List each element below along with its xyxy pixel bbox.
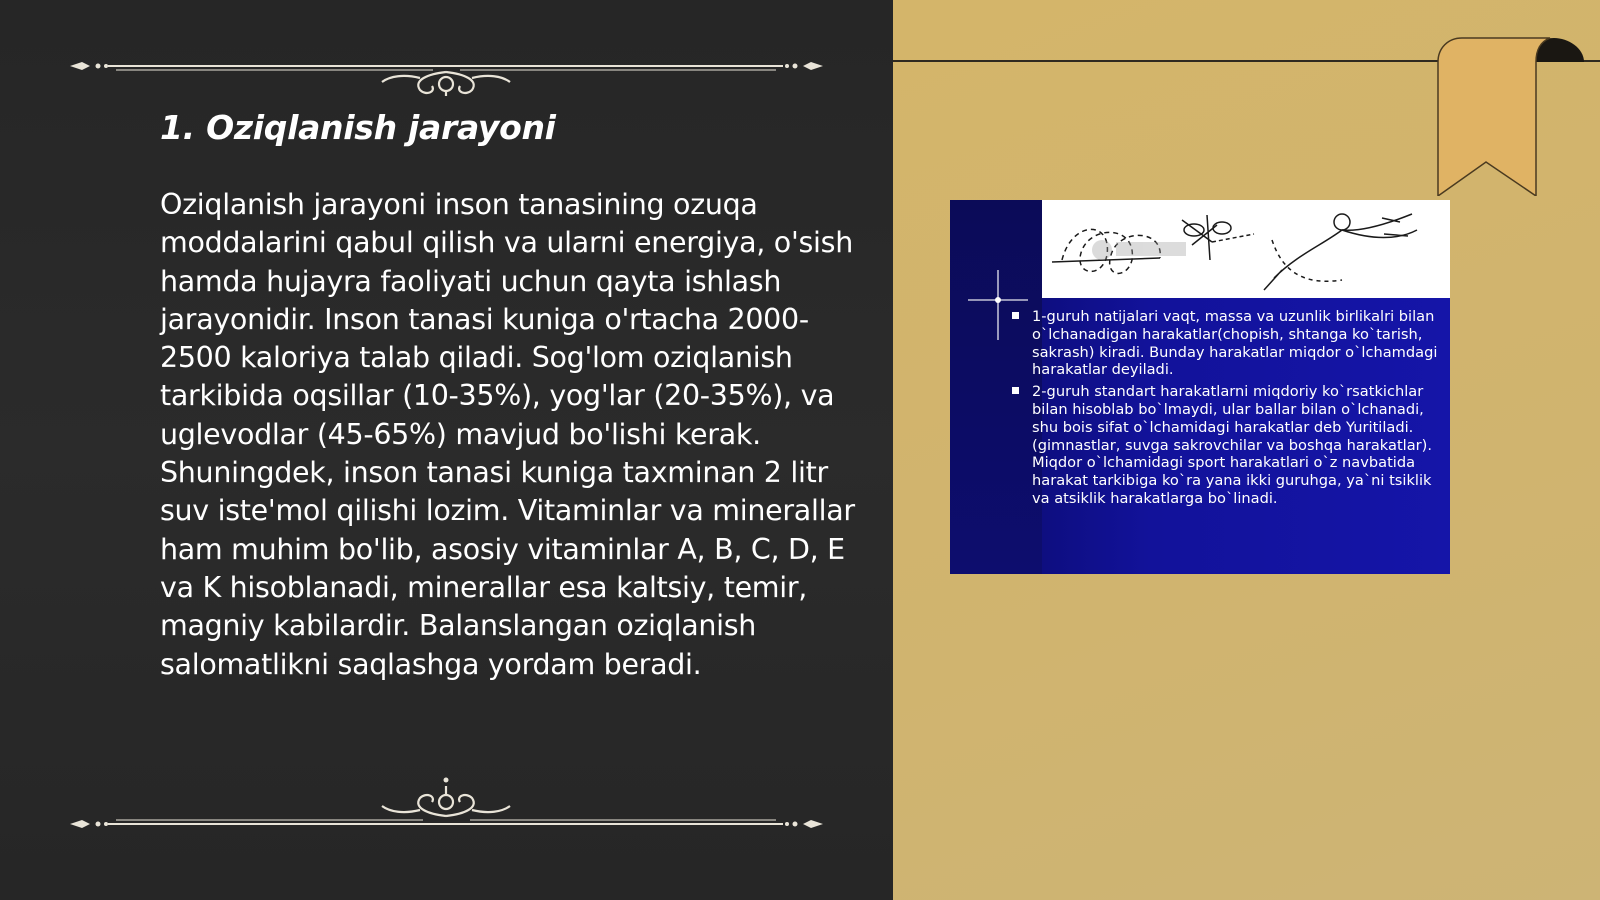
list-item [1012,308,1442,379]
bottom-flourish-divider-icon [68,772,825,832]
bullet-text: 2-guruh standart harakatlarni miqdoriy ko`rsatkichlar bilan hisoblab bo`lmaydi, ular ballar bilan o`lchanadi, shu bois sifat o`lchamidagi harakatlar deb Yuritiladi. (gimnastlar, suvga sakrovchilar va boshqa harakatlar). Miqdor o`lchamidagi sport harakatlari o`z navbatida harakat tarkibiga ko`ra yana ikki guruhga, ya`ni tsiklik va atsiklik harakatlarga bo`linadi. [1032,383,1432,507]
slide-body-text: Oziqlanish jarayoni inson tanasining ozuqa moddalarini qabul qilish va ularni energiya, o'sish hamda hujayra faoliyati uchun qayta ishlash jarayonidir. Inson tanasi kuniga o'rtacha 2000-2500 kaloriya talab qiladi. Sog'lom oziqlanish tarkibida oqsillar (10-35%), yog'lar (20-35%), va uglevodlar (45-65%) mavjud bo'lishi kerak. Shuningdek, inson tanasi kuniga taxminan 2 litr suv iste'mol qilishi lozim. Vitaminlar va minerallar ham muhim bo'lib, asosiy vitaminlar A, B, C, D, E va K hisoblanadi, minerallar esa kaltsiy, temir, magniy kabilardir. Balanslangan oziqlanish salomatlikni saqlashga yordam beradi. [160,188,855,681]
bullet-text: 1-guruh natijalari vaqt, massa va uzunlik birlikalri bilan o`lchanadigan harakatlar(chopish, shtanga ko`tarish, sakrash) kiradi. Bunday harakatlar miqdor o`lchamdagi harakatlar deyiladi. [1032,308,1438,379]
bullet-square-icon [1012,387,1019,394]
slide-heading: 1. Oziqlanish jarayoni [160,108,556,147]
embedded-bullet-list [1012,308,1442,512]
athlete-sketch-icon [1042,200,1450,298]
bullet-square-icon [1012,312,1019,319]
embedded-lecture-image [950,200,1450,574]
bookmark-ribbon-icon [1436,36,1586,196]
top-flourish-divider-icon [68,36,825,96]
list-item [1012,383,1442,508]
